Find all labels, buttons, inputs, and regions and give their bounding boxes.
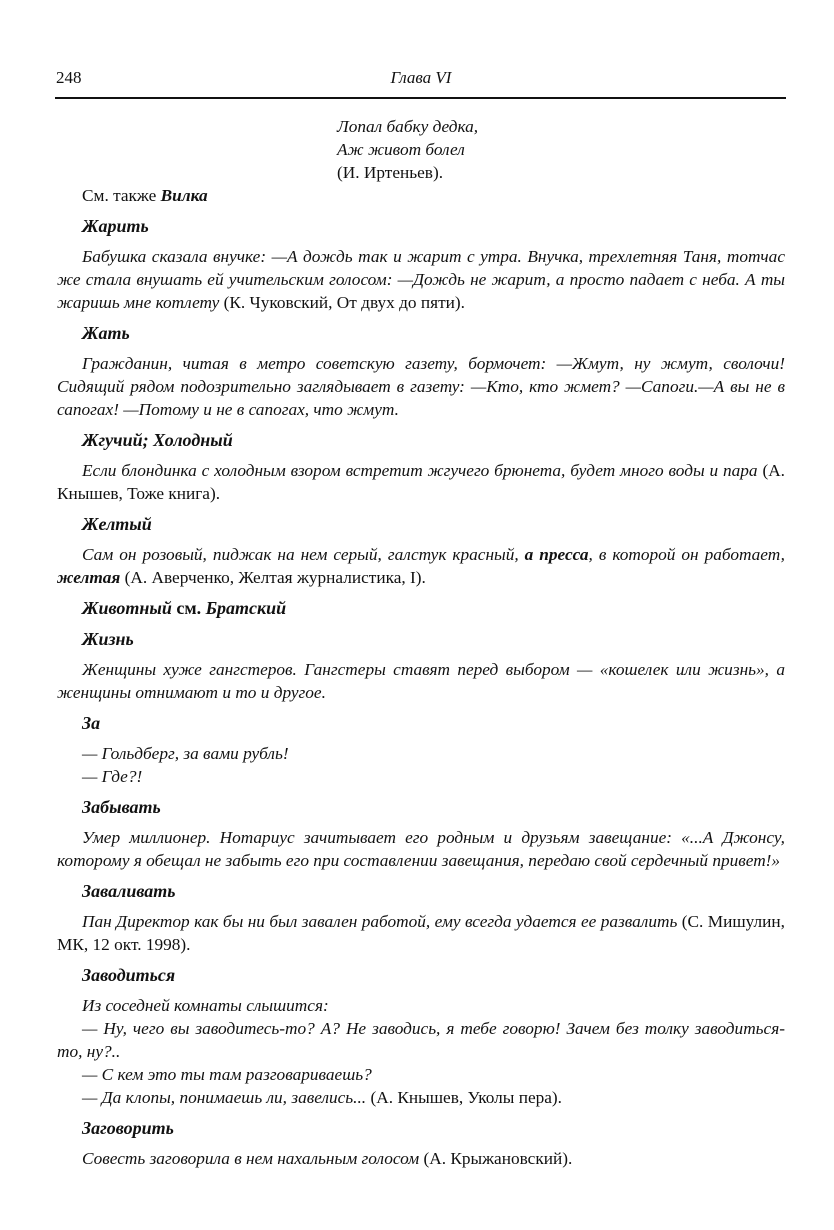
text-segment: Заваливать — [82, 881, 176, 901]
entry-text — [57, 765, 785, 788]
dictionary-entry — [57, 628, 785, 704]
entry-text — [57, 910, 785, 956]
entry-headword — [82, 964, 785, 987]
text-segment: — Где?! — [82, 767, 143, 786]
dictionary-entry — [57, 796, 785, 872]
entry-text — [57, 245, 785, 314]
text-segment: — Да клопы, понимаешь ли, завелись... — [82, 1088, 371, 1107]
text-segment: — Ну, чего вы заводитесь-то? А? Не заводись, я тебе говорю! Зачем без толку заводиться-то, ну?.. — [57, 1019, 785, 1061]
entry-headword — [82, 513, 785, 536]
dictionary-entry — [57, 322, 785, 421]
page-number: 248 — [56, 68, 82, 87]
text-segment: (А. Кнышев, Тоже книга). — [57, 461, 785, 503]
dictionary-entry — [57, 215, 785, 314]
dictionary-entries — [57, 215, 785, 1170]
poem-citation: (И. Иртеньев). — [337, 163, 444, 182]
dictionary-entry — [57, 597, 785, 620]
text-segment: (А. Аверченко, Желтая журналистика, I). — [120, 568, 426, 587]
dictionary-entry — [57, 712, 785, 788]
entry-text — [57, 1086, 785, 1109]
dictionary-entry — [57, 880, 785, 956]
entry-headword — [82, 597, 785, 620]
text-segment: Пан Директор как бы ни был завален работой, ему всегда удается ее развалить — [82, 912, 682, 931]
entry-headword — [82, 1117, 785, 1140]
text-segment: (С. Мишулин, МК, 12 окт. 1998). — [57, 912, 785, 954]
text-segment: (А. Кнышев, Уколы пера). — [370, 1088, 562, 1107]
entry-text — [57, 742, 785, 765]
entry-headword — [82, 796, 785, 819]
text-segment: , в которой он работает, — [588, 545, 785, 564]
text-segment: Бабушка сказала внучке: —А дождь так и жарит с утра. Внучка, трехлетняя Таня, тотчас же стала внушать ей учительским голосом: —Дождь не жарит, а просто падает с неба. А ты жаришь мне котлету — [57, 247, 785, 312]
text-segment: Заговорить — [82, 1118, 174, 1138]
page-body — [57, 115, 785, 1170]
text-segment: Братский — [205, 598, 287, 618]
entry-headword — [82, 322, 785, 345]
text-segment: Женщины хуже гангстеров. Гангстеры ставят перед выбором — «кошелек или жизнь», а женщины отнимают и то и другое. — [57, 660, 785, 702]
dictionary-entry — [57, 1117, 785, 1170]
text-segment: а пресса — [524, 545, 589, 564]
entry-text — [57, 459, 785, 505]
entry-headword — [82, 880, 785, 903]
entry-text — [57, 826, 785, 872]
text-segment: Животный — [82, 598, 172, 618]
poem-line: Лопал бабку дедка, — [337, 117, 479, 136]
chapter-title: Глава VI — [390, 68, 452, 87]
text-segment: Заводиться — [82, 965, 176, 985]
text-segment: (К. Чуковский, От двух до пяти). — [223, 293, 465, 312]
text-segment: Сам он розовый, пиджак на нем серый, галстук красный, — [82, 545, 525, 564]
text-segment: Совесть заговорила в нем нахальным голосом — [82, 1149, 424, 1168]
running-header — [56, 68, 786, 92]
text-segment: Умер миллионер. Нотариус зачитывает его родным и друзьям завещание: «...А Джонсу, которому я обещал не забыть его при составлении завещания, передаю свой сердечный привет!» — [57, 828, 785, 870]
text-segment: Жгучий; Холодный — [82, 430, 233, 450]
entry-text — [57, 1147, 785, 1170]
entry-text — [57, 994, 785, 1017]
text-segment: желтая — [57, 568, 121, 587]
dictionary-entry — [57, 429, 785, 505]
text-segment: Жарить — [82, 216, 149, 236]
poem-line: Аж живот болел — [337, 140, 465, 159]
text-segment: — С кем это ты там разговариваешь? — [82, 1065, 372, 1084]
entry-headword — [82, 215, 785, 238]
entry-headword — [82, 628, 785, 651]
dictionary-entry — [57, 513, 785, 589]
text-segment: Забывать — [82, 797, 161, 817]
entry-text — [57, 1017, 785, 1063]
text-segment: см. — [171, 598, 206, 618]
text-segment: Гражданин, читая в метро советскую газету, бормочет: —Жмут, ну жмут, сволочи! Сидящий рядом подозрительно заглядывает в газету: —Кто, кто жмет? —Сапоги.—А вы не в сапогах! —Потому и не в сапогах, что жмут. — [57, 354, 785, 419]
text-segment: За — [82, 713, 101, 733]
text-segment: Вилка — [160, 186, 208, 205]
text-segment: — Гольдберг, за вами рубль! — [82, 744, 289, 763]
entry-text — [57, 1063, 785, 1086]
text-segment: Жать — [82, 323, 130, 343]
entry-headword — [82, 429, 785, 452]
see-also-reference — [82, 184, 785, 207]
text-segment: См. также — [82, 186, 161, 205]
dictionary-entry — [57, 964, 785, 1109]
text-segment: Из соседней комнаты слышится: — [82, 996, 329, 1015]
text-segment: Если блондинка с холодным взором встретит жгучего брюнета, будет много воды и пара — [82, 461, 763, 480]
entry-text — [57, 658, 785, 704]
entry-headword — [82, 712, 785, 735]
header-rule — [55, 97, 786, 99]
text-segment: Желтый — [82, 514, 152, 534]
text-segment: (А. Крыжановский). — [423, 1149, 573, 1168]
entry-text — [57, 352, 785, 421]
entry-text — [57, 543, 785, 589]
poem-quote — [337, 115, 785, 184]
text-segment: Жизнь — [82, 629, 134, 649]
